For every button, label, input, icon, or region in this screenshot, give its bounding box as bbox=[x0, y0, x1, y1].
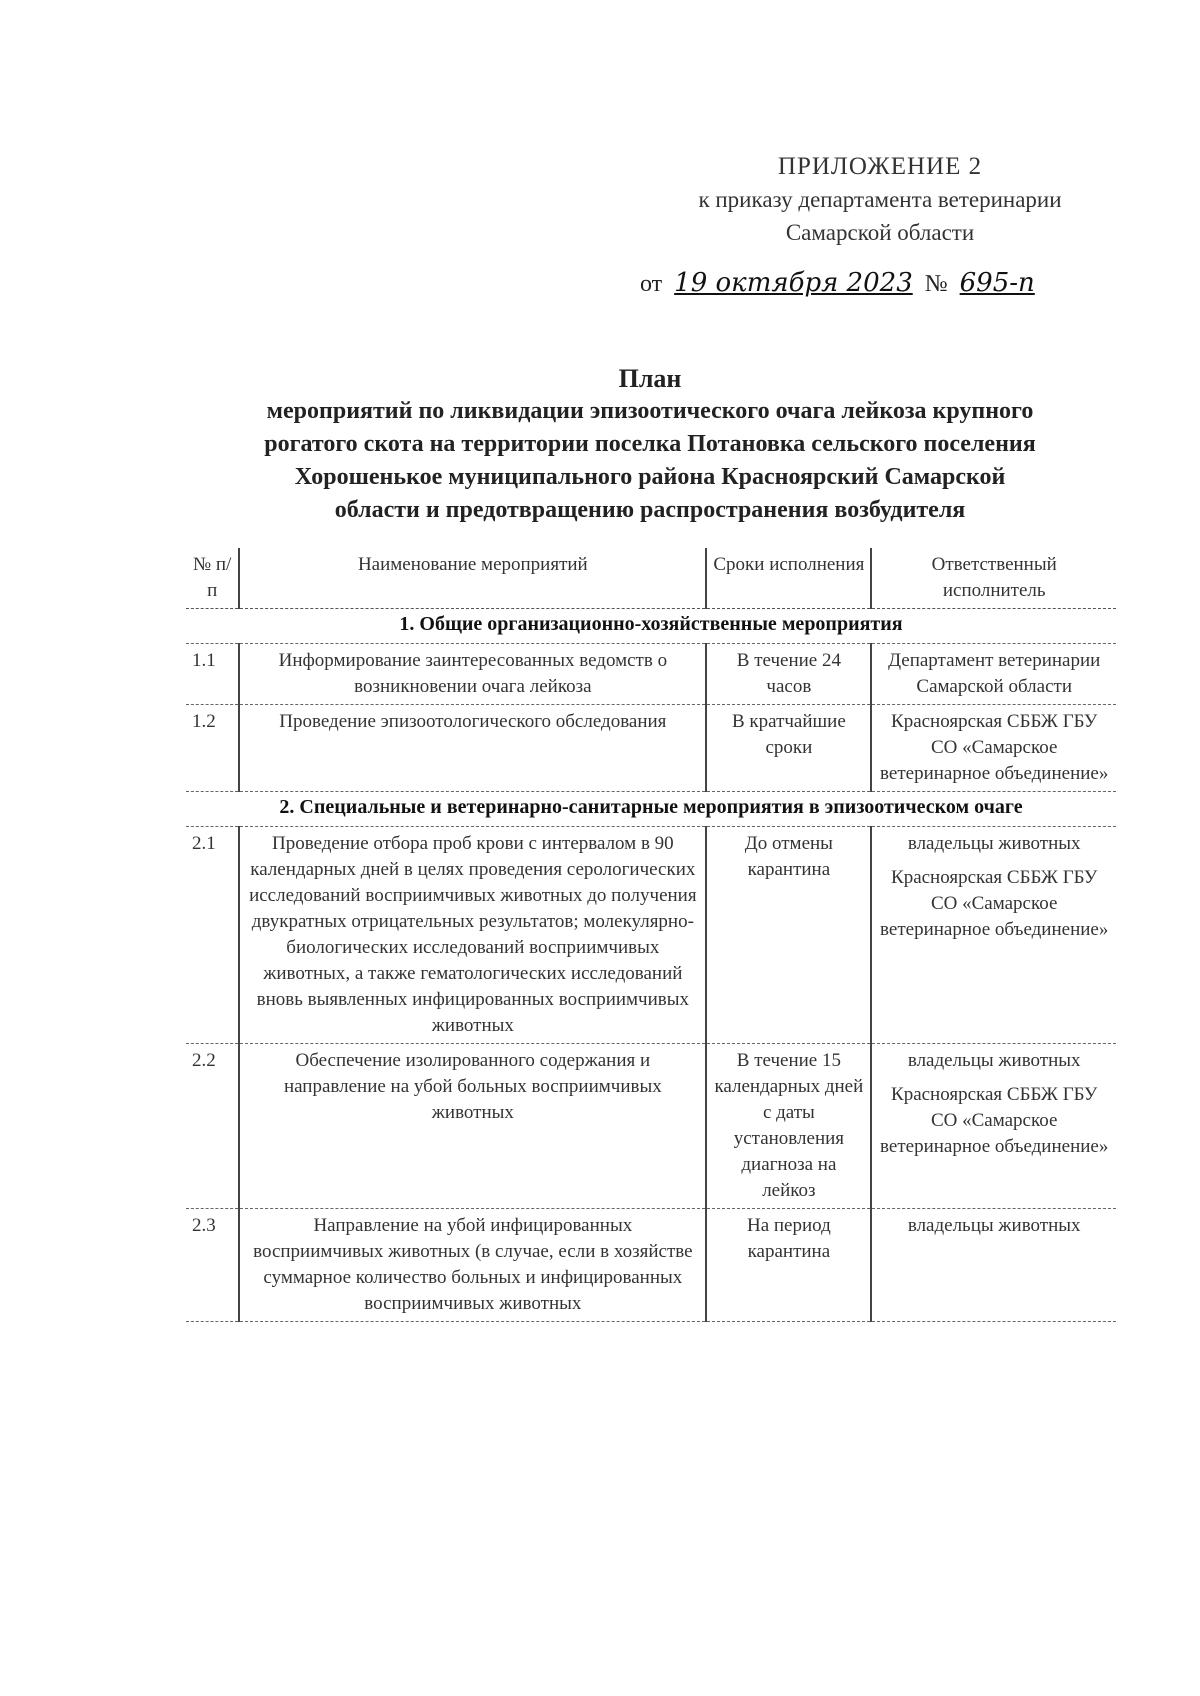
row-name: Обеспечение изолированного содержания и направление на убой больных восприимчивых животных bbox=[239, 1044, 706, 1209]
row-resp-owner: владельцы животных bbox=[907, 1215, 1081, 1236]
row-term: В течение 24 часов bbox=[706, 644, 871, 705]
row-name: Проведение отбора проб крови с интервалом в 90 календарных дней в целях проведения серологических исследований восприимчивых животных до получения двукратных отрицательных результатов; молекулярно-биологических исследований восприимчивых животных, а также гематологических исследований вновь выявленных инфицированных восприимчивых животных bbox=[239, 827, 706, 1044]
appendix-block bbox=[650, 150, 1110, 249]
order-date: 19 октября 2023 bbox=[674, 268, 913, 298]
appendix-line-2: Самарской области bbox=[785, 220, 975, 245]
table-row bbox=[186, 705, 1116, 792]
table-header-row bbox=[186, 548, 1116, 609]
row-resp bbox=[871, 827, 1116, 1044]
row-name: Направление на убой инфицированных восприимчивых животных (в случае, если в хозяйстве суммарное количество больных и инфицированных восприимчивых животных bbox=[239, 1209, 706, 1322]
title-line-3: рогатого скота на территории поселка Потановка сельского поселения bbox=[264, 431, 1036, 457]
row-num: 2.3 bbox=[186, 1209, 239, 1322]
section-row-1 bbox=[186, 609, 1116, 644]
order-number: 695-п bbox=[959, 268, 1035, 298]
table-row bbox=[186, 827, 1116, 1044]
row-name: Проведение эпизоотологического обследования bbox=[239, 705, 706, 792]
appendix-line-1: к приказу департамента ветеринарии bbox=[698, 187, 1062, 212]
row-num: 2.1 bbox=[186, 827, 239, 1044]
title-line-2: мероприятий по ликвидации эпизоотического очага лейкоза крупного bbox=[266, 398, 1034, 424]
table-row bbox=[186, 1209, 1116, 1322]
title-line-4: Хорошенькое муниципального района Красноярский Самарской bbox=[294, 464, 1006, 490]
section-row-2 bbox=[186, 792, 1116, 827]
row-resp-owner: владельцы животных bbox=[907, 833, 1081, 854]
header-num: № п/п bbox=[186, 548, 239, 609]
table-row bbox=[186, 1044, 1116, 1209]
header-term: Сроки исполнения bbox=[706, 548, 871, 609]
row-num: 1.1 bbox=[186, 644, 239, 705]
row-resp: Красноярская СББЖ ГБУ СО «Самарское ветеринарное объединение» bbox=[871, 705, 1116, 792]
row-name: Информирование заинтересованных ведомств о возникновении очага лейкоза bbox=[239, 644, 706, 705]
row-term: В кратчайшие сроки bbox=[706, 705, 871, 792]
order-line bbox=[640, 268, 1041, 298]
row-num: 2.2 bbox=[186, 1044, 239, 1209]
plan-table bbox=[186, 548, 1116, 1322]
header-name: Наименование мероприятий bbox=[239, 548, 706, 609]
row-term: На период карантина bbox=[706, 1209, 871, 1322]
row-resp: Департамент ветеринарии Самарской области bbox=[871, 644, 1116, 705]
row-term: До отмены карантина bbox=[706, 827, 871, 1044]
title-line-5: области и предотвращению распространения возбудителя bbox=[334, 497, 966, 523]
row-resp bbox=[871, 1044, 1116, 1209]
appendix-heading: ПРИЛОЖЕНИЕ 2 bbox=[777, 153, 983, 180]
section-title-2: 2. Специальные и ветеринарно-санитарные мероприятия в эпизоотическом очаге bbox=[186, 792, 1116, 827]
row-resp-org: Красноярская СББЖ ГБУ СО «Самарское ветеринарное объединение» bbox=[880, 1084, 1109, 1157]
order-number-label: № bbox=[924, 271, 948, 297]
section-title-1: 1. Общие организационно-хозяйственные мероприятия bbox=[186, 609, 1116, 644]
row-num: 1.2 bbox=[186, 705, 239, 792]
row-resp bbox=[871, 1209, 1116, 1322]
row-term: В течение 15 календарных дней с даты установления диагноза на лейкоз bbox=[706, 1044, 871, 1209]
row-resp-org: Красноярская СББЖ ГБУ СО «Самарское ветеринарное объединение» bbox=[880, 867, 1109, 940]
order-from-label: от bbox=[640, 271, 663, 297]
row-resp-owner: владельцы животных bbox=[907, 1050, 1081, 1071]
title-line-1: План bbox=[618, 364, 682, 393]
table-row bbox=[186, 644, 1116, 705]
header-resp: Ответственный исполнитель bbox=[871, 548, 1116, 609]
document-title bbox=[180, 362, 1120, 527]
